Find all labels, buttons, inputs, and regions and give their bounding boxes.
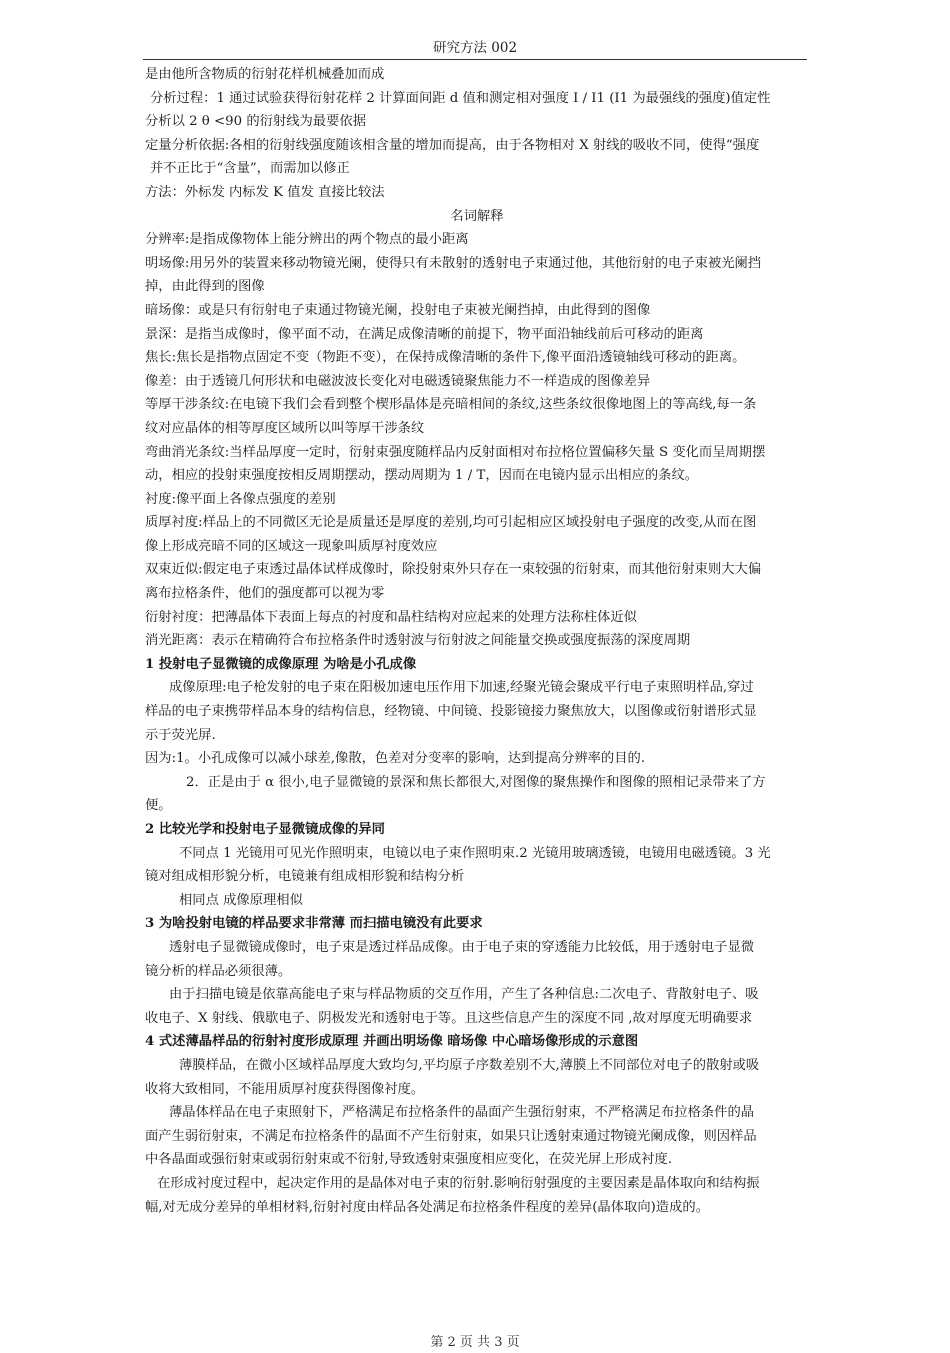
page-footer: 第 2 页 共 3 页	[430, 1335, 520, 1350]
text-line: 薄膜样品，在微小区域样品厚度大致均匀,平均原子序数差别不大,薄膜上不同部位对电子的散射或吸	[179, 1057, 760, 1073]
page-header-title: 研究方法 002	[432, 40, 518, 56]
text-line: 是由他所含物质的衍射花样机械叠加而成	[145, 67, 385, 82]
text-line: 定量分析依据:各相的衍射线强度随该相含量的增加而提高，由于各物相对 X 射线的吸收不同，使得“强度	[145, 137, 760, 153]
document-body	[145, 63, 809, 1219]
text-line: 离布拉格条件，他们的强度都可以视为零	[145, 586, 385, 602]
text-line: 掉，由此得到的图像	[145, 279, 265, 295]
text-line: 薄晶体样品在电子束照射下，严格满足布拉格条件的晶面产生强衍射束，不严格满足布拉格条件的晶	[169, 1105, 755, 1121]
text-line: 透射电子显微镜成像时，电子束是透过样品成像。由于电子束的穿透能力比较低，用于透射电子显微	[169, 939, 755, 955]
text-line: 在形成衬度过程中，起决定作用的是晶体对电子束的衍射.影响衍射强度的主要因素是晶体取向和结构振	[157, 1175, 760, 1191]
section-heading: 1 投射电子显微镜的成像原理 为啥是小孔成像	[145, 656, 417, 672]
section-heading: 2 比较光学和投射电子显微镜成像的异同	[145, 822, 385, 837]
text-line: 中各晶面或强衍射束或弱衍射束或不衍射,导致透射束强度相应变化，在荧光屏上形成衬度.	[145, 1152, 673, 1168]
text-line: 2．正是由于 α 很小,电子显微镜的景深和焦长都很大,对图像的聚焦操作和图像的照相记录带来了方	[186, 774, 766, 790]
text-line: 像上形成亮暗不同的区域这一现象叫质厚衬度效应	[145, 538, 438, 554]
text-line: 像差：由于透镜几何形状和电磁波波长变化对电磁透镜聚焦能力不一样造成的图像差异	[145, 373, 651, 389]
text-line: 质厚衬度:样品上的不同微区无论是质量还是厚度的差别,均可引起相应区域投射电子强度的改变,从而在图	[145, 515, 757, 531]
text-line: 等厚干涉条纹:在电镜下我们会看到整个楔形晶体是亮暗相间的条纹,这些条纹很像地图上的等高线,每一条	[145, 397, 757, 413]
text-line: 收电子、X 射线、俄歇电子、阴极发光和透射电于等。且这些信息产生的深度不同 ,故对厚度无明确要求	[145, 1010, 753, 1026]
text-line: 分辨率:是指成像物体上能分辨出的两个物点的最小距离	[145, 232, 469, 248]
text-line: 不同点 1 光镜用可见光作照明束，电镜以电子束作照明束.2 光镜用玻璃透镜，电镜用电磁透镜。3 光	[179, 845, 771, 861]
text-line: 方法：外标发 内标发 K 值发 直接比较法	[145, 184, 385, 200]
section-heading: 3 为啥投射电镜的样品要求非常薄 而扫描电镜没有此要求	[145, 916, 483, 932]
text-line: 由于扫描电镜是依靠高能电子束与样品物质的交互作用，产生了各种信息:二次电子、背散射电子、吸	[169, 987, 759, 1003]
text-line: 样品的电子束携带样品本身的结构信息，经物镜、中间镜、投影镜接力聚焦放大，以图像或衍射谱形式显	[145, 704, 757, 720]
text-line: 双束近似:假定电子束透过晶体试样成像时，除投射束外只存在一束较强的衍射束，而其他衍射束则大大偏	[145, 562, 762, 578]
text-line: 纹对应晶体的相等厚度区域所以叫等厚干涉条纹	[145, 420, 425, 436]
text-line: 幅,对无成分差异的单相材料,衍射衬度由样品各处满足布拉格条件程度的差异(晶体取向)造成的。	[145, 1199, 709, 1215]
text-line: 焦长:焦长是指物点固定不变（物距不变），在保持成像清晰的条件下,像平面沿透镜轴线可移动的距离。	[145, 350, 746, 366]
text-line: 镜分析的样品必须很薄。	[145, 963, 292, 979]
text-line: 景深：是指当成像时，像平面不动，在满足成像清晰的前提下，物平面沿轴线前后可移动的距离	[145, 326, 704, 342]
text-line: 镜对组成相形貌分析，电镜兼有组成相形貌和结构分析	[145, 869, 465, 885]
text-line: 相同点 成像原理相似	[179, 892, 303, 908]
text-line: 暗场像：或是只有衍射电子束通过物镜光阑，投射电子束被光阑挡掉，由此得到的图像	[145, 302, 651, 318]
section-heading: 4 式述薄晶样品的衍射衬度形成原理 并画出明场像 暗场像 中心暗场像形成的示意图	[145, 1034, 639, 1050]
text-line: 示于荧光屏.	[145, 727, 216, 743]
text-line: 便。	[145, 798, 172, 814]
text-line: 成像原理:电子枪发射的电子束在阳极加速电压作用下加速,经聚光镜会聚成平行电子束照明样品,穿过	[169, 680, 754, 696]
text-line: 收将大致相同，不能用质厚衬度获得图像衬度。	[145, 1081, 425, 1097]
text-line: 分析以 2 θ <90 的衍射线为最要依据	[145, 114, 366, 130]
text-line: 分析过程：1 通过试验获得衍射花样 2 计算面间距 d 值和测定相对强度 I / I1 (I1 为最强线的强度)值定性	[150, 90, 771, 106]
header-rule	[143, 59, 807, 60]
text-line: 并不正比于“含量”，而需加以修正	[150, 161, 350, 177]
section-title: 名词解释	[450, 208, 504, 224]
text-line: 动，相应的投射束强度按相反周期摆动，摆动周期为 1 / T，因而在电镜内显示出相应的条纹。	[145, 468, 699, 484]
text-line: 消光距离：表示在精确符合布拉格条件时透射波与衍射波之间能量交换或强度振荡的深度周期	[145, 633, 691, 649]
text-line: 明场像:用另外的装置来移动物镜光阑，使得只有未散射的透射电子束通过他，其他衍射的电子束被光阑挡	[145, 255, 762, 271]
text-line: 因为:1。小孔成像可以减小球差,像散，色差对分变率的影响，达到提高分辨率的目的.	[145, 751, 646, 767]
text-line: 弯曲消光条纹:当样品厚度一定时，衍射束强度随样品内反射面相对布拉格位置偏移矢量 S 变化而呈周期摆	[145, 444, 766, 460]
text-line: 面产生弱衍射束，不满足布拉格条件的晶面不产生衍射束，如果只让透射束通过物镜光阑成像，则因样品	[145, 1128, 757, 1144]
text-line: 衬度:像平面上各像点强度的差别	[145, 491, 336, 507]
text-line: 衍射衬度：把薄晶体下表面上每点的衬度和晶柱结构对应起来的处理方法称柱体近似	[145, 609, 637, 625]
